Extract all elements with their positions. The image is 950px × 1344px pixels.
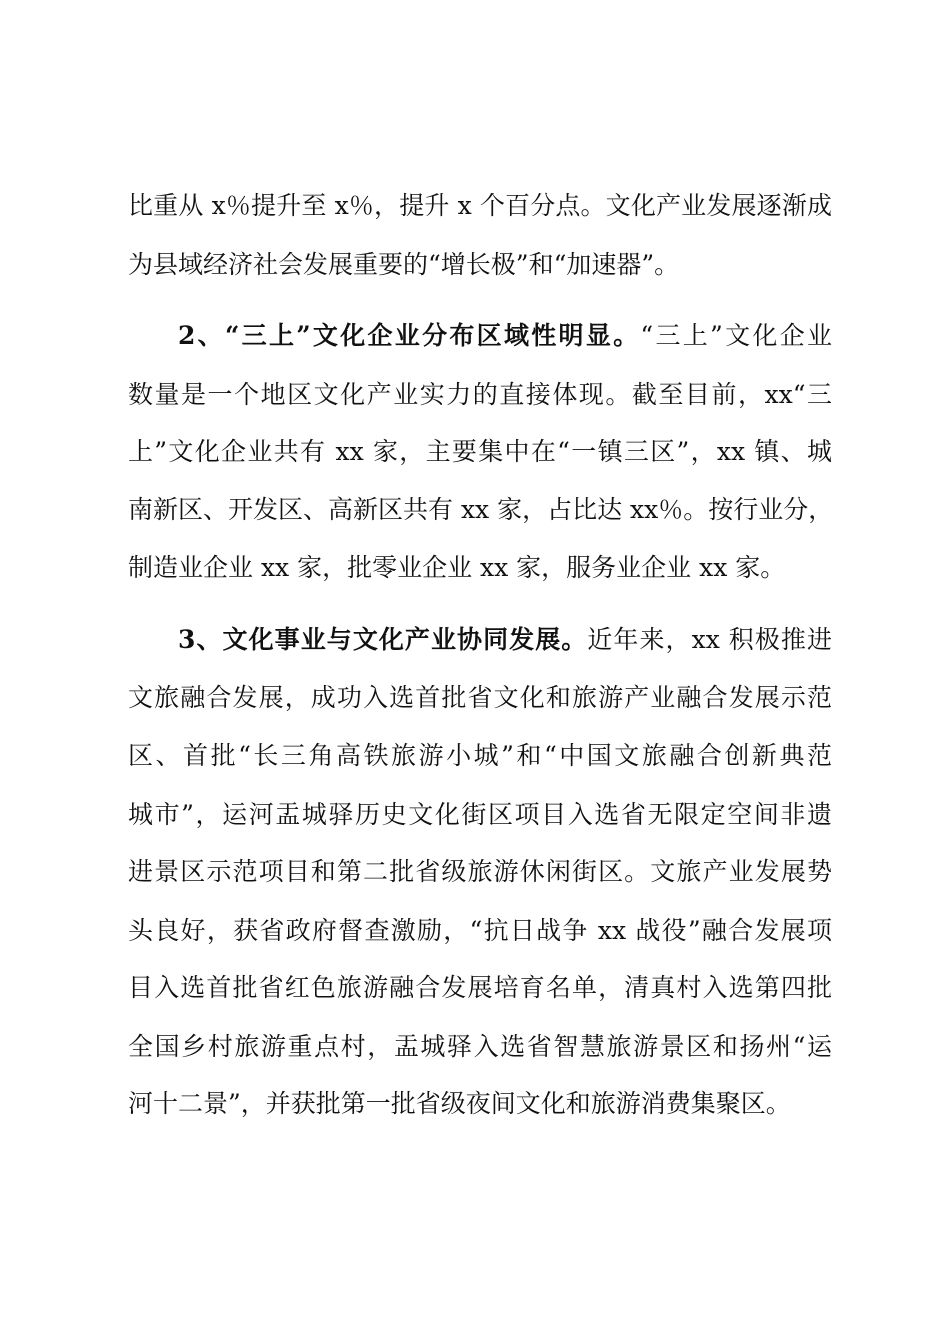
paragraph-2-line-2: 数量是一个地区文化产业实力的直接体现。截至目前，xx“三 (128, 380, 832, 409)
paragraph-1-line-1: 比重从 x％提升至 x％，提升 x 个百分点。文化产业发展逐渐成 (128, 191, 832, 220)
paragraph-3-line-9: 河十二景”，并获批第一批省级夜间文化和旅游消费集聚区。 (128, 1089, 791, 1118)
paragraph-2-line-4: 南新区、开发区、高新区共有 xx 家，占比达 xx％。按行业分， (128, 495, 834, 524)
paragraph-2-line-3: 上”文化企业共有 xx 家，主要集中在“一镇三区”，xx 镇、城 (128, 437, 832, 466)
paragraph-3-line-1 (178, 620, 832, 660)
paragraph-2-heading: 2、“三上”文化企业分布区域性明显。 (178, 321, 641, 350)
paragraph-3-line-8: 全国乡村旅游重点村，盂城驿入选省智慧旅游景区和扬州“运 (128, 1032, 832, 1061)
paragraph-3-heading: 3、文化事业与文化产业协同发展。 (178, 625, 588, 654)
paragraph-2-line-1-rest: “三上”文化企业 (640, 321, 833, 350)
paragraph-3-line-6: 头良好，获省政府督查激励，“抗日战争 xx 战役”融合发展项 (128, 916, 832, 945)
paragraph-3-line-4: 城市”，运河盂城驿历史文化街区项目入选省无限定空间非遗 (128, 800, 832, 829)
paragraph-3-line-1-rest: 近年来，xx 积极推进 (587, 625, 832, 654)
paragraph-2-line-5: 制造业企业 xx 家，批零业企业 xx 家，服务业企业 xx 家。 (128, 553, 786, 582)
paragraph-3-line-3: 区、首批“长三角高铁旅游小城”和“中国文旅融合创新典范 (128, 741, 832, 770)
paragraph-3-line-5: 进景区示范项目和第二批省级旅游休闲街区。文旅产业发展势 (128, 857, 832, 886)
paragraph-3-line-7: 目入选首批省红色旅游融合发展培育名单，清真村入选第四批 (128, 973, 832, 1002)
paragraph-3-line-2: 文旅融合发展，成功入选首批省文化和旅游产业融合发展示范 (128, 683, 832, 712)
paragraph-2-line-1 (178, 316, 832, 356)
paragraph-1-line-2: 为县域经济社会发展重要的“增长极”和“加速器”。 (128, 250, 680, 279)
